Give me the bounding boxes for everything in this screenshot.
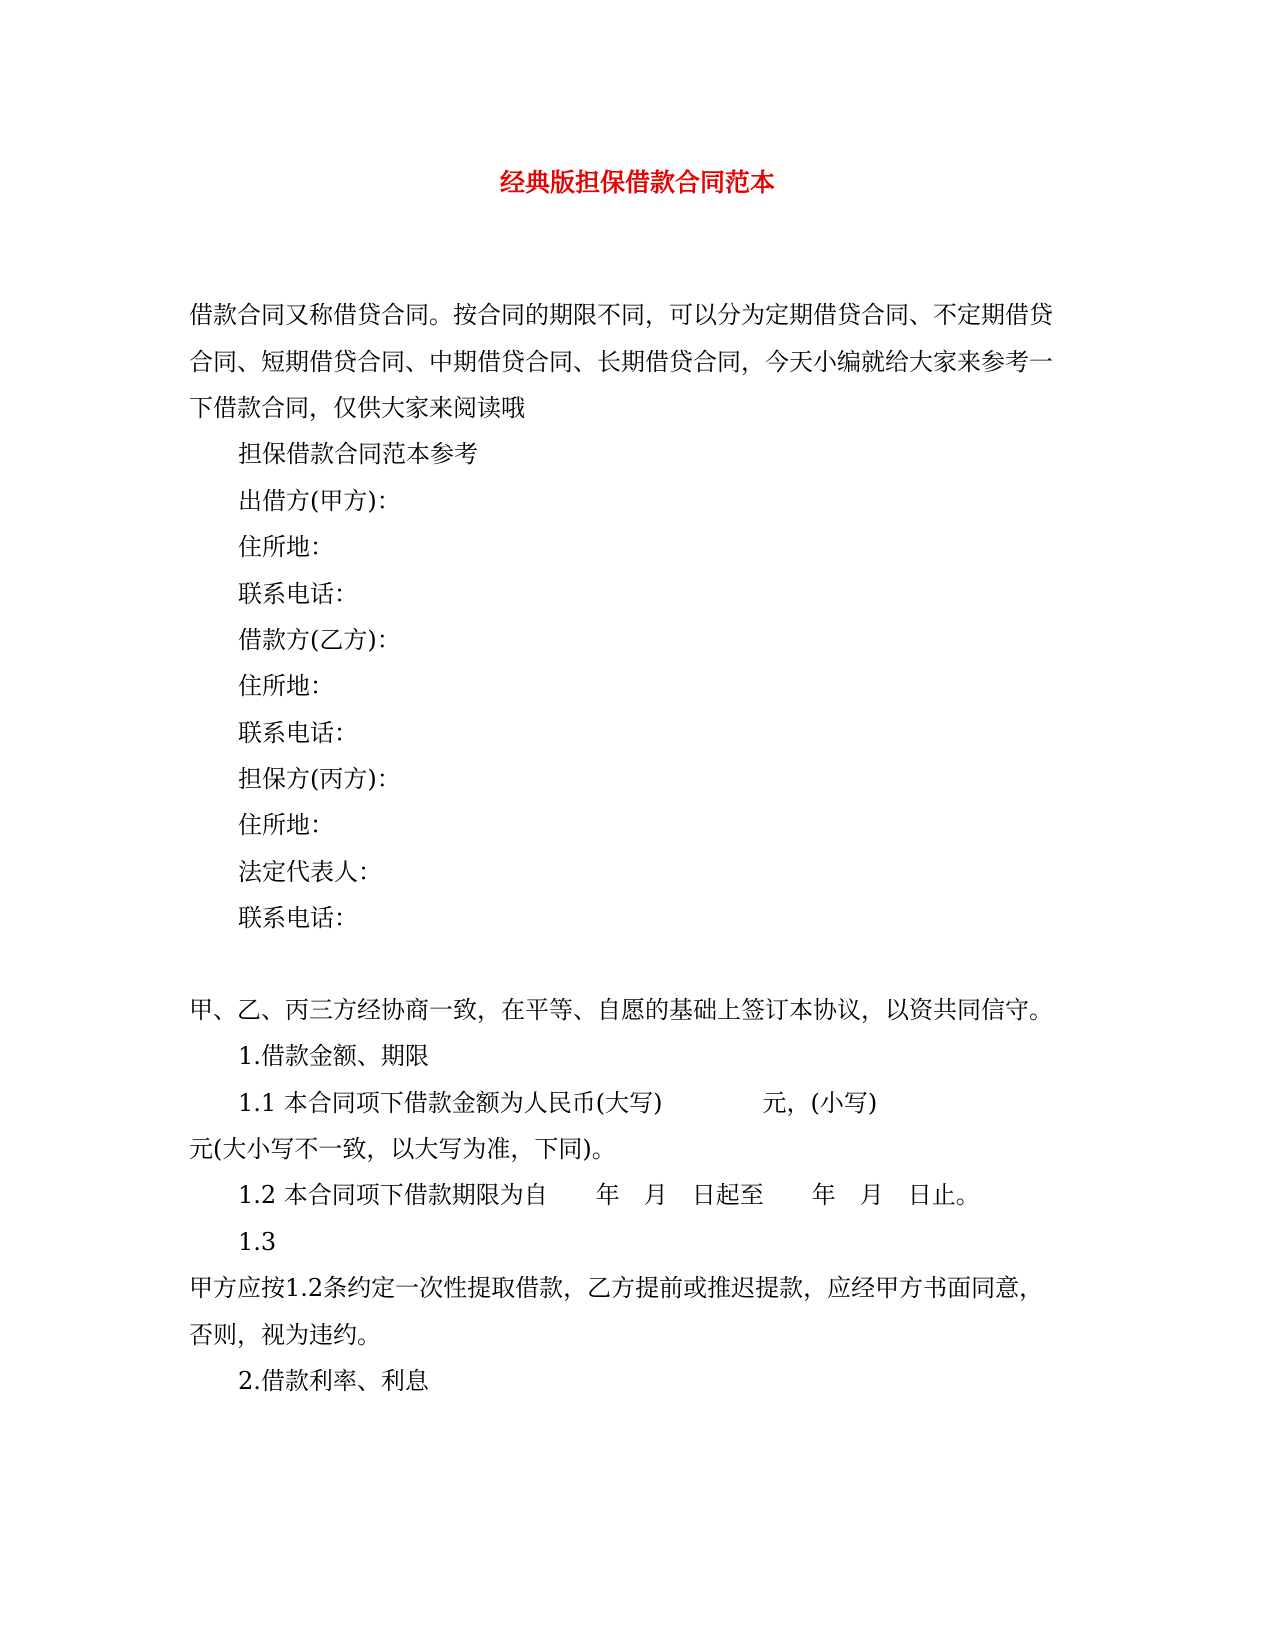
clause-1-2-year-1: 年: [595, 1181, 620, 1209]
clause-1-2-day-2: 日止。: [907, 1181, 980, 1209]
clause-1-2-text: 1.2 本合同项下借款期限为自: [238, 1181, 548, 1209]
clause-1-1-text: 1.1 本合同项下借款金额为人民币(大写): [238, 1089, 663, 1117]
section-2-heading: 2.借款利率、利息: [238, 1367, 429, 1395]
clause-1-3-text-2: 否则，视为违约。: [189, 1321, 381, 1349]
party-c-phone: 联系电话：: [238, 904, 358, 932]
party-b-phone: 联系电话：: [238, 719, 358, 747]
party-a-label: 出借方(甲方)：: [238, 487, 401, 515]
clause-1-1-small: 元，(小写): [762, 1089, 878, 1117]
clause-1-2-year-2: 年: [811, 1181, 836, 1209]
document-title: 经典版担保借款合同范本: [499, 168, 775, 197]
party-a-address: 住所地：: [238, 533, 334, 561]
clause-1-1: [238, 1088, 877, 1118]
party-b-address: 住所地：: [238, 672, 334, 700]
clause-1-2-month-2: 月: [859, 1181, 884, 1209]
party-b-label: 借款方(乙方)：: [238, 626, 401, 654]
party-c-representative: 法定代表人：: [238, 858, 382, 886]
party-c-address: 住所地：: [238, 811, 334, 839]
contract-subtitle: 担保借款合同范本参考: [238, 440, 478, 468]
clause-1-2-month-1: 月: [643, 1181, 668, 1209]
clause-1-1-continued: 元(大小写不一致，以大写为准，下同)。: [189, 1135, 616, 1163]
party-c-label: 担保方(丙方)：: [238, 765, 401, 793]
intro-line-2: 合同、短期借贷合同、中期借贷合同、长期借贷合同，今天小编就给大家来参考一: [189, 348, 1053, 376]
intro-line-1: 借款合同又称借贷合同。按合同的期限不同，可以分为定期借贷合同、不定期借贷: [189, 301, 1053, 329]
party-a-phone: 联系电话：: [238, 580, 358, 608]
section-1-heading: 1.借款金额、期限: [238, 1042, 429, 1070]
clause-1-3-number: 1.3: [238, 1228, 277, 1256]
agreement-statement: 甲、乙、丙三方经协商一致，在平等、自愿的基础上签订本协议，以资共同信守。: [189, 996, 1053, 1024]
clause-1-2: [238, 1180, 980, 1210]
clause-1-2-day-1: 日起至: [691, 1181, 764, 1209]
clause-1-3-text-1: 甲方应按1.2条约定一次性提取借款，乙方提前或推迟提款，应经甲方书面同意，: [189, 1274, 1044, 1302]
intro-line-3: 下借款合同，仅供大家来阅读哦: [189, 394, 525, 422]
